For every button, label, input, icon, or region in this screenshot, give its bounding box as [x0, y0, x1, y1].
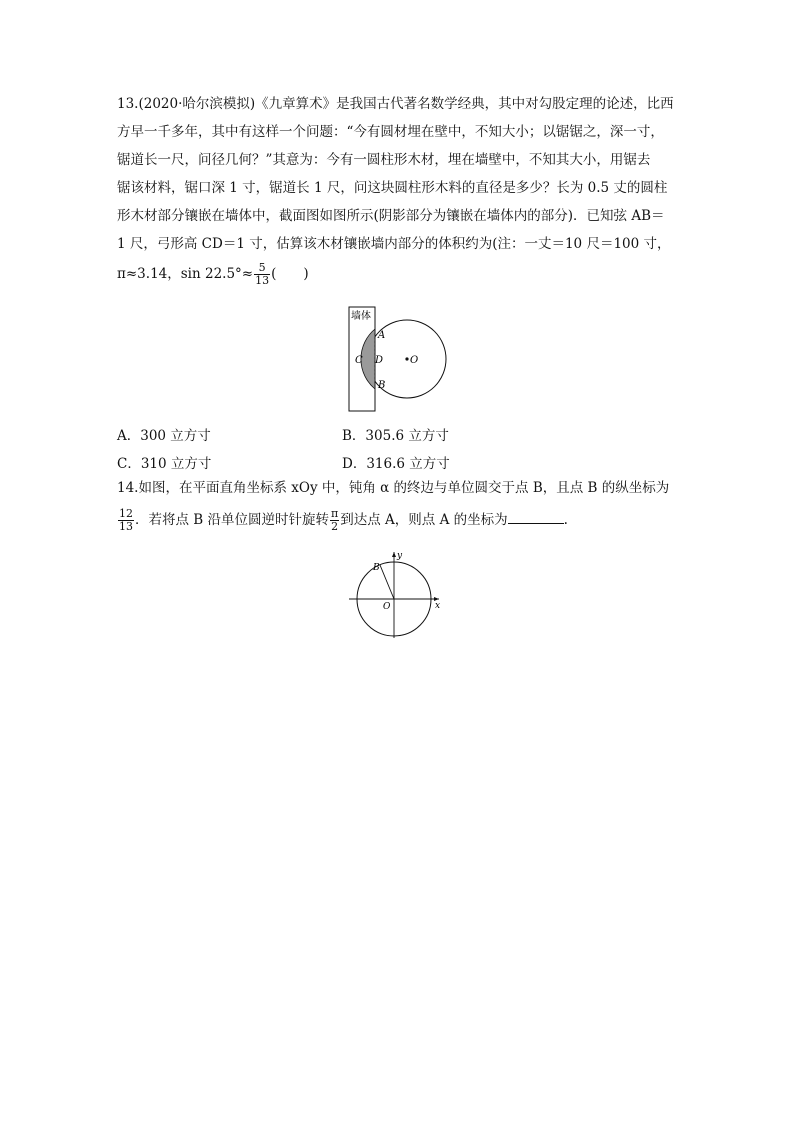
q13-line-4: 锯该材料，锯口深 1 寸，锯道长 1 尺，问这块圆柱形木料的直径是多少？长为 0.5 丈的圆柱: [117, 180, 668, 196]
point-b-label-14: B: [373, 563, 380, 573]
q14-end: .: [563, 512, 568, 528]
q13-line-5: 形木材部分镶嵌在墙体中，截面图如图所示(阴影部分为镶嵌在墙体内的部分)．已知弦 AB＝: [117, 208, 665, 224]
q13-text: [117, 90, 677, 290]
q14-pi-den: 2: [331, 520, 339, 533]
q14-figure: [345, 548, 445, 640]
q14-pi-num: π: [331, 507, 339, 520]
y-axis-arrow: [392, 552, 396, 557]
q13-frac-den: 13: [255, 274, 270, 287]
option-c[interactable]: C．310 立方寸: [117, 456, 212, 472]
q14-y-fraction: [118, 508, 134, 533]
q13-frac-num: 5: [254, 262, 270, 275]
q13-note-prefix: π≈3.14，sin 22.5°≈: [117, 266, 254, 282]
y-axis-label: y: [397, 551, 403, 561]
x-axis-label: x: [435, 601, 441, 611]
origin-label: O: [383, 602, 391, 612]
q13-sin-fraction: [254, 262, 270, 287]
q14-line-1: 14.如图，在平面直角坐标系 xOy 中，钝角 α 的终边与单位圆交于点 B，且点 B 的纵坐标为: [117, 480, 670, 496]
option-d[interactable]: D．316.6 立方寸: [342, 456, 450, 472]
q13-line-1: 13.(2020·哈尔滨模拟)《九章算术》是我国古代著名数学经典，其中对勾股定理的论述，比西: [117, 96, 674, 112]
embedded-segment: [361, 329, 375, 389]
option-a[interactable]: A．300 立方寸: [117, 428, 211, 444]
option-b[interactable]: B．305.6 立方寸: [342, 428, 449, 444]
q13-answer-paren: ( ): [271, 266, 309, 282]
q14-rotate-text: ．若将点 B 沿单位圆逆时针旋转: [135, 512, 330, 528]
point-c-label: C: [355, 355, 363, 366]
answer-blank[interactable]: [508, 509, 564, 524]
q13-line-7: [117, 258, 677, 290]
q14-text: [117, 474, 677, 538]
q13-line-3: 锯道长一尺，问径几何？”其意为：今有一圆柱形木材，埋在墙壁中，不知其大小，用锯去: [117, 152, 651, 168]
point-d-label: D: [375, 355, 384, 366]
terminal-side-ob: [380, 565, 394, 599]
q14-pi-fraction: [330, 508, 339, 533]
q13-line-2: 方早一千多年，其中有这样一个问题：“今有圆材埋在壁中，不知大小；以锯锯之，深一寸，: [117, 124, 664, 140]
q13-figure: [340, 303, 460, 415]
q14-frac-num: 12: [119, 507, 133, 520]
center-o-label: O: [410, 355, 419, 366]
point-a-label: A: [378, 330, 386, 341]
point-b-label: B: [378, 380, 386, 391]
q14-tail-text: 到达点 A，则点 A 的坐标为: [340, 512, 508, 528]
q14-line-2: [117, 502, 677, 538]
center-dot: [405, 357, 408, 360]
wall-label: 墙体: [351, 311, 371, 322]
q13-line-6: 1 尺，弓形高 CD＝1 寸，估算该木材镶嵌墙内部分的体积约为(注：一丈＝10 尺＝100 寸，: [117, 236, 671, 252]
q14-frac-den: 13: [119, 520, 133, 533]
